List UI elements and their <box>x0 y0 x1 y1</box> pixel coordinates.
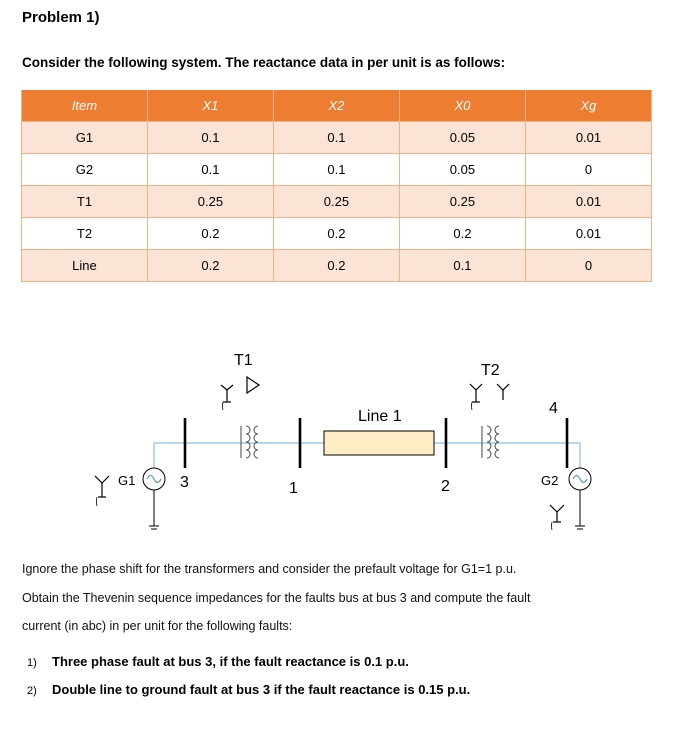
cell: T1 <box>22 186 148 218</box>
cell: 0.25 <box>399 186 525 218</box>
bus-2-label: 2 <box>441 478 450 495</box>
cell: 0.01 <box>525 186 651 218</box>
line-1-impedance <box>324 431 434 455</box>
list-number: 1) <box>27 657 37 669</box>
list-item <box>22 651 470 679</box>
table-header-row <box>22 90 652 122</box>
g2-wye-ground-icon <box>550 505 564 530</box>
bus-3-label: 3 <box>180 474 189 491</box>
g2-label: G2 <box>541 473 559 488</box>
bus-4-label: 4 <box>549 400 558 417</box>
header-xg: Xg <box>525 90 651 122</box>
fault-list <box>22 651 470 707</box>
cell: Line <box>22 250 148 282</box>
t1-wye-delta-icon <box>221 377 259 410</box>
cell: 0.1 <box>273 154 399 186</box>
cell: 0 <box>525 250 651 282</box>
list-number: 2) <box>27 685 37 697</box>
cell: 0.01 <box>525 218 651 250</box>
one-line-diagram <box>0 340 683 540</box>
paragraph-line: Obtain the Thevenin sequence impedances for the faults bus at bus 3 and compute the fault <box>22 590 531 605</box>
header-item: Item <box>22 90 148 122</box>
problem-title: Problem 1) <box>22 9 100 26</box>
list-text: Double line to ground fault at bus 3 if the fault reactance is 0.15 p.u. <box>52 682 471 697</box>
cell: G1 <box>22 122 148 154</box>
cell: 0.01 <box>525 122 651 154</box>
list-item <box>22 679 470 707</box>
paragraph-line: current (in abc) in per unit for the following faults: <box>22 619 293 633</box>
t2-coil-icon <box>482 426 499 458</box>
header-x1: X1 <box>147 90 273 122</box>
g1-label: G1 <box>118 473 136 488</box>
cell: 0.2 <box>273 218 399 250</box>
cell: 0.1 <box>399 250 525 282</box>
cell: G2 <box>22 154 148 186</box>
table-row <box>22 218 652 250</box>
line-1-label: Line 1 <box>358 408 402 425</box>
t2-label: T2 <box>481 362 500 379</box>
cell: 0.05 <box>399 154 525 186</box>
g1-generator-icon <box>143 468 165 529</box>
cell: 0.25 <box>273 186 399 218</box>
cell: 0.1 <box>147 154 273 186</box>
cell: 0.1 <box>273 122 399 154</box>
cell: T2 <box>22 218 148 250</box>
cell: 0.2 <box>147 218 273 250</box>
t2-wye-wye-icon <box>470 384 509 410</box>
paragraph-line: Ignore the phase shift for the transformers and consider the prefault voltage for G1=1 p.u. <box>22 562 517 576</box>
cell: 0.2 <box>399 218 525 250</box>
table-row <box>22 154 652 186</box>
reactance-table <box>21 90 652 282</box>
cell: 0.05 <box>399 122 525 154</box>
table-row <box>22 186 652 218</box>
header-x0: X0 <box>399 90 525 122</box>
cell: 0 <box>525 154 651 186</box>
cell: 0.25 <box>147 186 273 218</box>
intro-text: Consider the following system. The reactance data in per unit is as follows: <box>22 55 506 70</box>
instructions-paragraph <box>22 555 662 641</box>
g2-generator-icon <box>569 468 591 529</box>
table-row <box>22 122 652 154</box>
cell: 0.1 <box>147 122 273 154</box>
t1-coil-icon <box>241 426 258 458</box>
g1-wye-ground-icon <box>95 476 109 506</box>
table-row <box>22 250 652 282</box>
bus-1-label: 1 <box>289 480 298 497</box>
list-text: Three phase fault at bus 3, if the fault reactance is 0.1 p.u. <box>52 654 409 669</box>
t1-label: T1 <box>234 352 253 369</box>
cell: 0.2 <box>273 250 399 282</box>
cell: 0.2 <box>147 250 273 282</box>
header-x2: X2 <box>273 90 399 122</box>
